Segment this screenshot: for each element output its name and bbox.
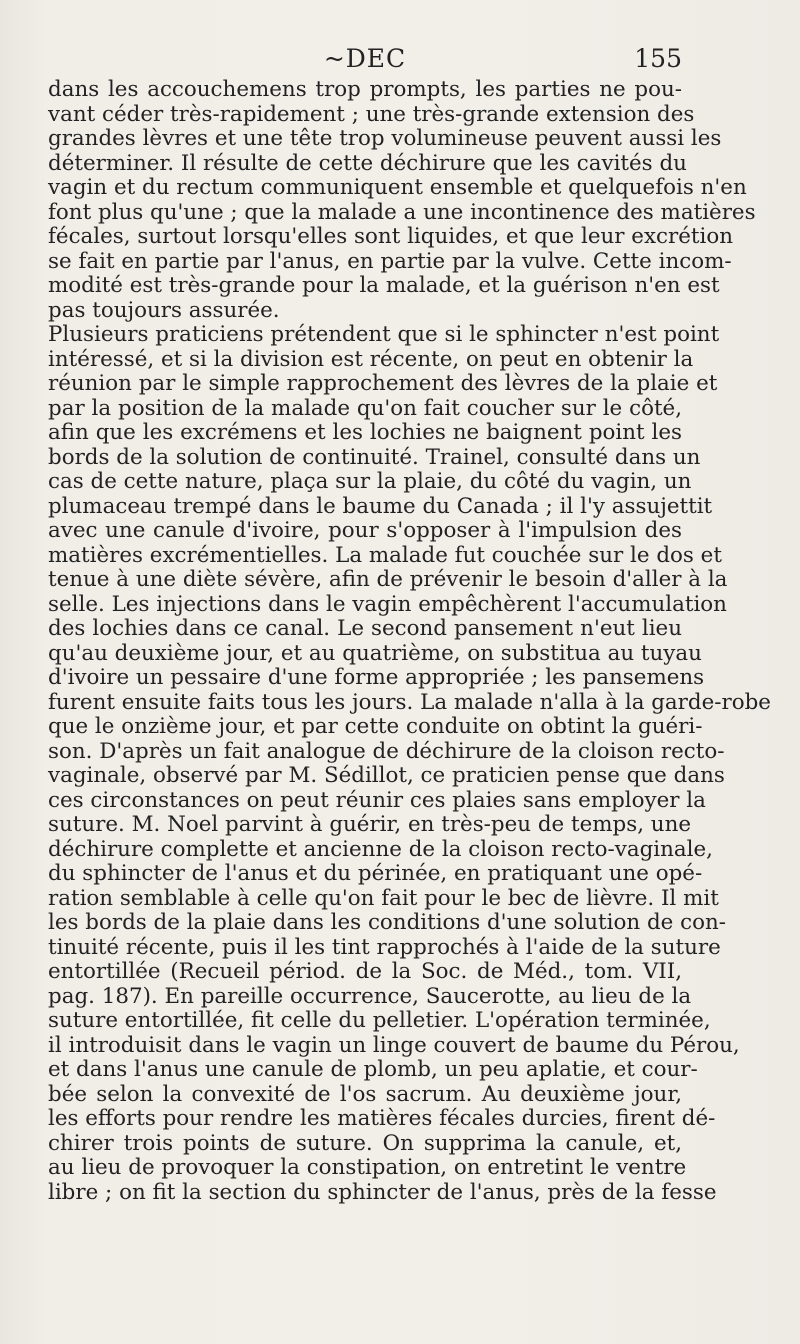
text-line: suture. M. Noel parvint à guérir, en très-peu de temps, une	[48, 812, 692, 837]
text-line: modité est très-grande pour la malade, et la guérison n'en est	[48, 273, 720, 298]
text-line: Plusieurs praticiens prétendent que si le sphincter n'est point	[48, 322, 720, 347]
text-line: avec une canule d'ivoire, pour s'opposer à l'impulsion des	[48, 518, 682, 543]
text-line: afin que les excrémens et les lochies ne baignent point les	[48, 420, 682, 445]
text-line: vaginale, observé par M. Sédillot, ce praticien pense que dans	[48, 763, 725, 788]
text-line: suture entortillée, fit celle du pelletier. L'opération terminée,	[48, 1008, 711, 1033]
text-line: chirer trois points de suture. On supprima la canule, et,	[48, 1130, 682, 1156]
text-line: au lieu de provoquer la constipation, on entretint le ventre	[48, 1155, 687, 1180]
text-line: entortillée (Recueil périod. de la Soc. de Méd., tom. VII,	[48, 959, 682, 984]
text-line: du sphincter de l'anus et du périnée, en pratiquant une opé-	[48, 861, 703, 886]
text-line: et dans l'anus une canule de plomb, un peu aplatie, et cour-	[48, 1057, 698, 1082]
text-line: vagin et du rectum communiquent ensemble et quelquefois n'en	[48, 175, 747, 200]
text-line: se fait en partie par l'anus, en partie par la vulve. Cette incom-	[48, 248, 732, 274]
text-line: pag. 187). En pareille occurrence, Saucerotte, au lieu de la	[48, 983, 692, 1009]
text-line: déterminer. Il résulte de cette déchirure que les cavités du	[48, 150, 687, 176]
text-line: matières excrémentielles. La malade fut couchée sur le dos et	[48, 542, 722, 568]
text-line: bords de la solution de continuité. Trainel, consulté dans un	[48, 444, 701, 470]
text-line: bée selon la convexité de l'os sacrum. Au deuxième jour,	[48, 1081, 682, 1107]
text-line: son. D'après un fait analogue de déchirure de la cloison recto-	[48, 738, 725, 764]
text-line: que le onzième jour, et par cette conduite on obtint la guéri-	[48, 714, 703, 739]
text-line: dans les accouchemens trop prompts, les parties ne pou-	[48, 77, 682, 102]
body-text	[48, 77, 771, 1205]
text-line: déchirure complette et ancienne de la cloison recto-vaginale,	[48, 836, 713, 862]
text-line: qu'au deuxième jour, et au quatrième, on substitua au tuyau	[48, 640, 702, 666]
text-line: il introduisit dans le vagin un linge couvert de baume du Pérou,	[48, 1032, 740, 1058]
text-line: libre ; on fit la section du sphincter de l'anus, près de la fesse	[48, 1179, 717, 1205]
text-line: fécales, surtout lorsqu'elles sont liquides, et que leur excrétion	[48, 224, 733, 249]
text-line: furent ensuite faits tous les jours. La malade n'alla à la garde-robe	[48, 689, 771, 715]
text-line: ration semblable à celle qu'on fait pour le bec de lièvre. Il mit	[48, 885, 719, 911]
text-line: des lochies dans ce canal. Le second pansement n'eut lieu	[48, 616, 682, 641]
text-line: vant céder très-rapidement ; une très-grande extension des	[48, 101, 695, 127]
text-line: tinuité récente, puis il les tint rapprochés à l'aide de la suture	[48, 934, 721, 960]
text-line: tenue à une diète sévère, afin de prévenir le besoin d'aller à la	[48, 567, 728, 592]
text-line: par la position de la malade qu'on fait coucher sur le côté,	[48, 395, 682, 421]
text-line: ces circonstances on peut réunir ces plaies sans employer la	[48, 787, 706, 813]
text-line: les efforts pour rendre les matières fécales durcies, firent dé-	[48, 1106, 716, 1131]
text-line: pas toujours assurée.	[48, 297, 280, 323]
text-line: cas de cette nature, plaça sur la plaie, du côté du vagin, un	[48, 469, 692, 494]
text-line: grandes lèvres et une tête trop volumineuse peuvent aussi les	[48, 126, 722, 151]
page-number: 155	[634, 44, 682, 73]
running-title: ~DEC	[323, 44, 407, 73]
text-line: réunion par le simple rapprochement des lèvres de la plaie et	[48, 371, 718, 396]
text-line: selle. Les injections dans le vagin empêchèrent l'accumulation	[48, 591, 727, 617]
text-line: d'ivoire un pessaire d'une forme appropriée ; les pansemens	[48, 665, 705, 690]
text-line: plumaceau trempé dans le baume du Canada ; il l'y assujettit	[48, 493, 713, 519]
text-line: intéressé, et si la division est récente, on peut en obtenir la	[48, 346, 694, 372]
page-header	[48, 44, 682, 78]
text-line: font plus qu'une ; que la malade a une incontinence des matières	[48, 199, 756, 225]
text-line: les bords de la plaie dans les conditions d'une solution de con-	[48, 910, 726, 935]
